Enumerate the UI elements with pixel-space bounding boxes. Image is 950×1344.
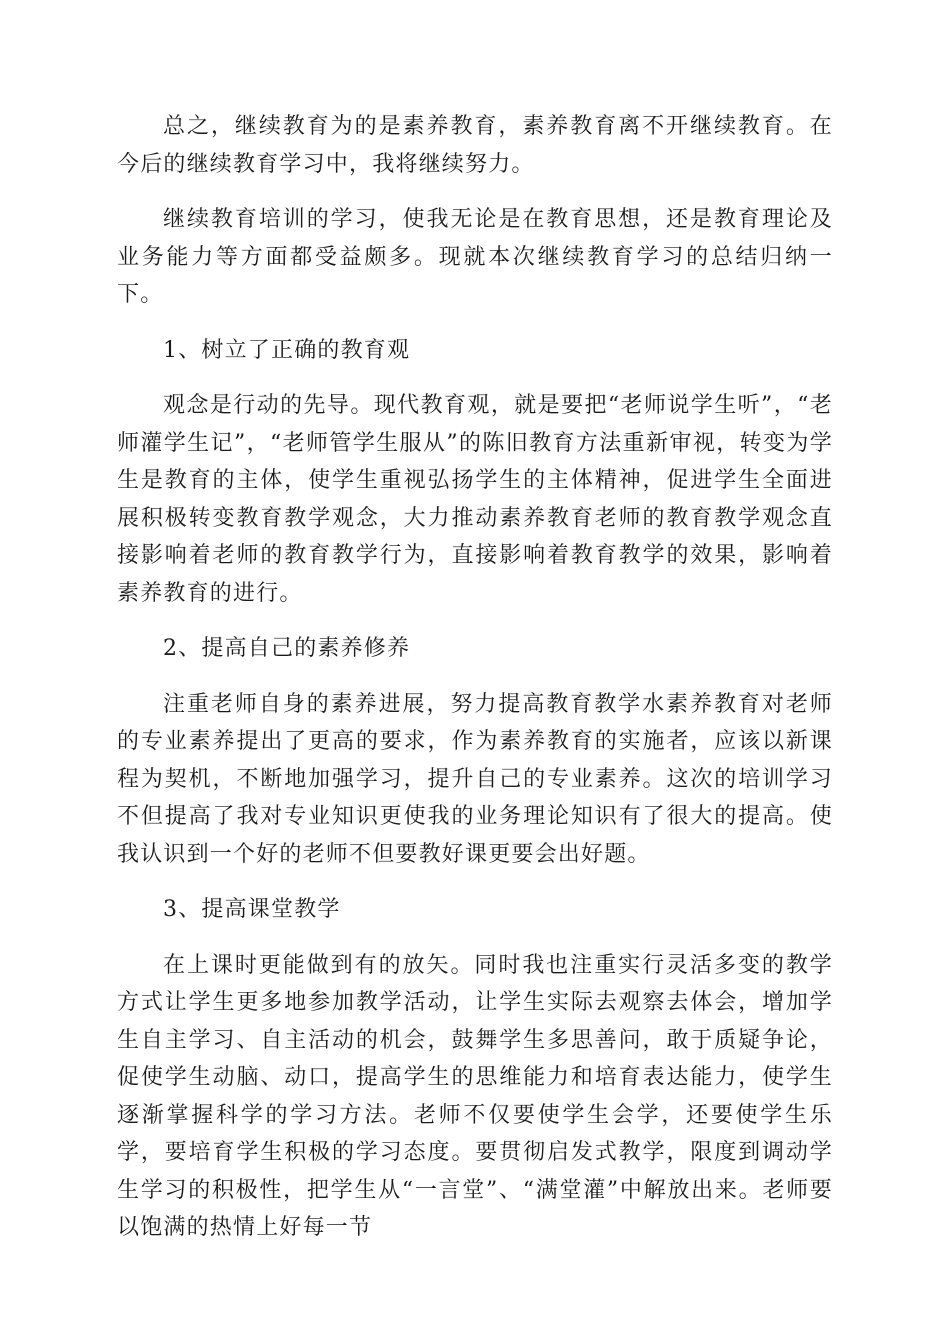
paragraph-section-3: 在上课时更能做到有的放矢。同时我也注重实行灵活多变的教学方式让学生更多地参加教学活动，让学生实际去观察去体会，增加学生自主学习、自主活动的机会，鼓舞学生多思善问，敢于质疑争论，促使学生动脑、动口，提高学生的思维能力和培育表达能力，使学生逐渐掌握科学的学习方法。老师不仅要使学生会学，还要使学生乐学，要培育学生积极的学习态度。要贯彻启发式教学，限度到调动学生学习的积极性，把学生从“一言堂”、“满堂灌”中解放出来。老师要以饱满的热情上好每一节 — [117, 952, 833, 1240]
section-heading-3: 3、提高课堂教学 — [163, 897, 341, 922]
paragraph-section-1: 观念是行动的先导。现代教育观，就是要把“老师说学生听”，“老师灌学生记”，“老师管学生服从”的陈旧教育方法重新审视，转变为学生是教育的主体，使学生重视弘扬学生的主体精神，促进学生全面进展积极转变教育教学观念，大力推动素养教育老师的教育教学观念直接影响着老师的教育教学行为，直接影响着教育教学的效果，影响着素养教育的进行。 — [117, 393, 833, 606]
paragraph-intro: 继续教育培训的学习，使我无论是在教育思想，还是教育理论及业务能力等方面都受益颇多。现就本次继续教育学习的总结归纳一下。 — [117, 207, 833, 307]
paragraph-summary: 总之，继续教育为的是素养教育，素养教育离不开继续教育。在今后的继续教育学习中，我将继续努力。 — [117, 114, 833, 177]
paragraph-section-2: 注重老师自身的素养进展，努力提高教育教学水素养教育对老师的专业素养提出了更高的要求，作为素养教育的实施者，应该以新课程为契机，不断地加强学习，提升自己的专业素养。这次的培训学习不但提高了我对专业知识更使我的业务理论知识有了很大的提高。使我认识到一个好的老师不但要教好课更要会出好题。 — [117, 691, 833, 867]
document-body — [117, 108, 833, 1265]
section-heading-2: 2、提高自己的素养修养 — [163, 636, 411, 661]
section-heading-1: 1、树立了正确的教育观 — [163, 337, 411, 363]
